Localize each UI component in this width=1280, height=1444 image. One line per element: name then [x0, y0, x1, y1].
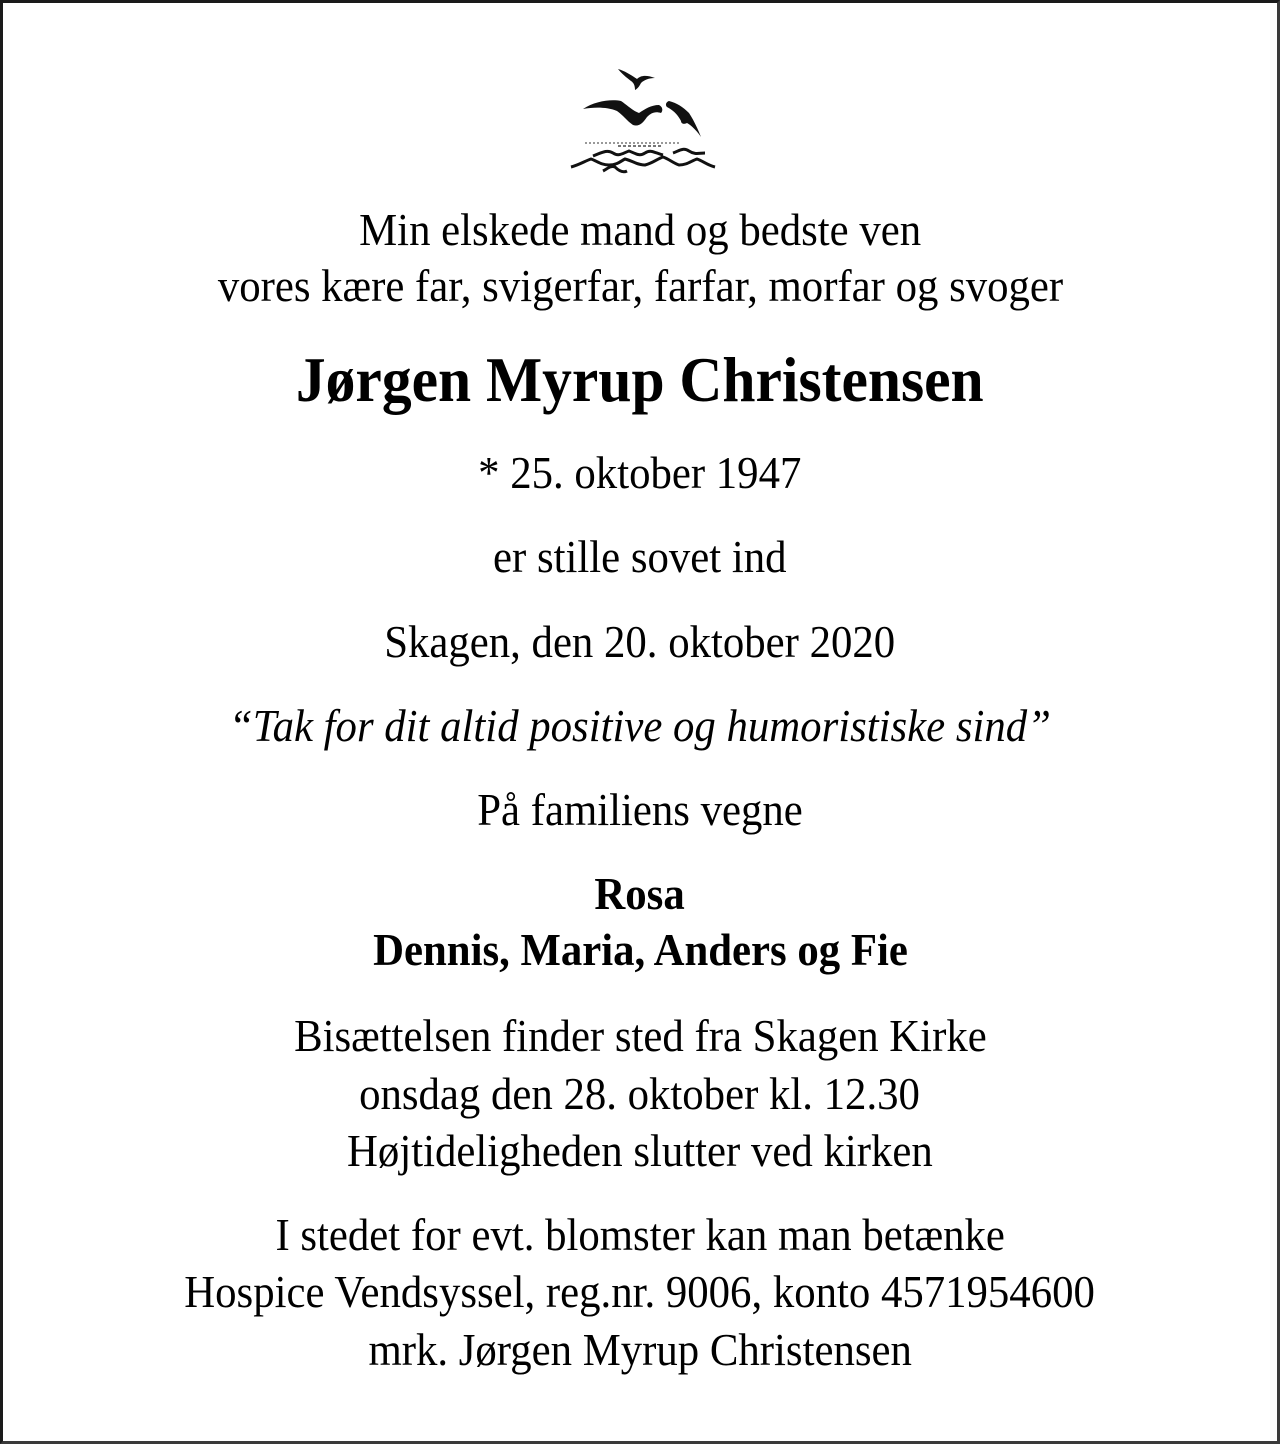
funeral-line-2: onsdag den 28. oktober kl. 12.30 [359, 1068, 921, 1119]
funeral-line-1: Bisættelsen finder sted fra Skagen Kirke [293, 1010, 987, 1061]
seagulls-over-waves-icon [563, 61, 728, 176]
intro-line-2: vores kære far, svigerfar, farfar, morfar og svoger [217, 260, 1063, 311]
family-name-1: Rosa [594, 868, 686, 919]
on-behalf-of-family: På familiens vegne [477, 784, 803, 835]
birth-date: * 25. oktober 1947 [478, 447, 802, 498]
memorial-quote: “Tak for dit altid positive og humoristiske sind” [228, 700, 1052, 751]
place-and-date: Skagen, den 20. oktober 2020 [384, 616, 896, 667]
donation-line-2: Hospice Vendsyssel, reg.nr. 9006, konto 4571954600 [184, 1266, 1096, 1317]
donation-line-1: I stedet for evt. blomster kan man betænke [275, 1209, 1005, 1260]
intro-line-1: Min elskede mand og bedste ven [359, 204, 921, 255]
funeral-line-3: Højtideligheden slutter ved kirken [347, 1125, 933, 1176]
donation-line-3: mrk. Jørgen Myrup Christensen [368, 1324, 912, 1375]
passing-text: er stille sovet ind [493, 531, 787, 582]
family-name-2: Dennis, Maria, Anders og Fie [372, 924, 908, 975]
deceased-name: Jørgen Myrup Christensen [296, 344, 984, 415]
